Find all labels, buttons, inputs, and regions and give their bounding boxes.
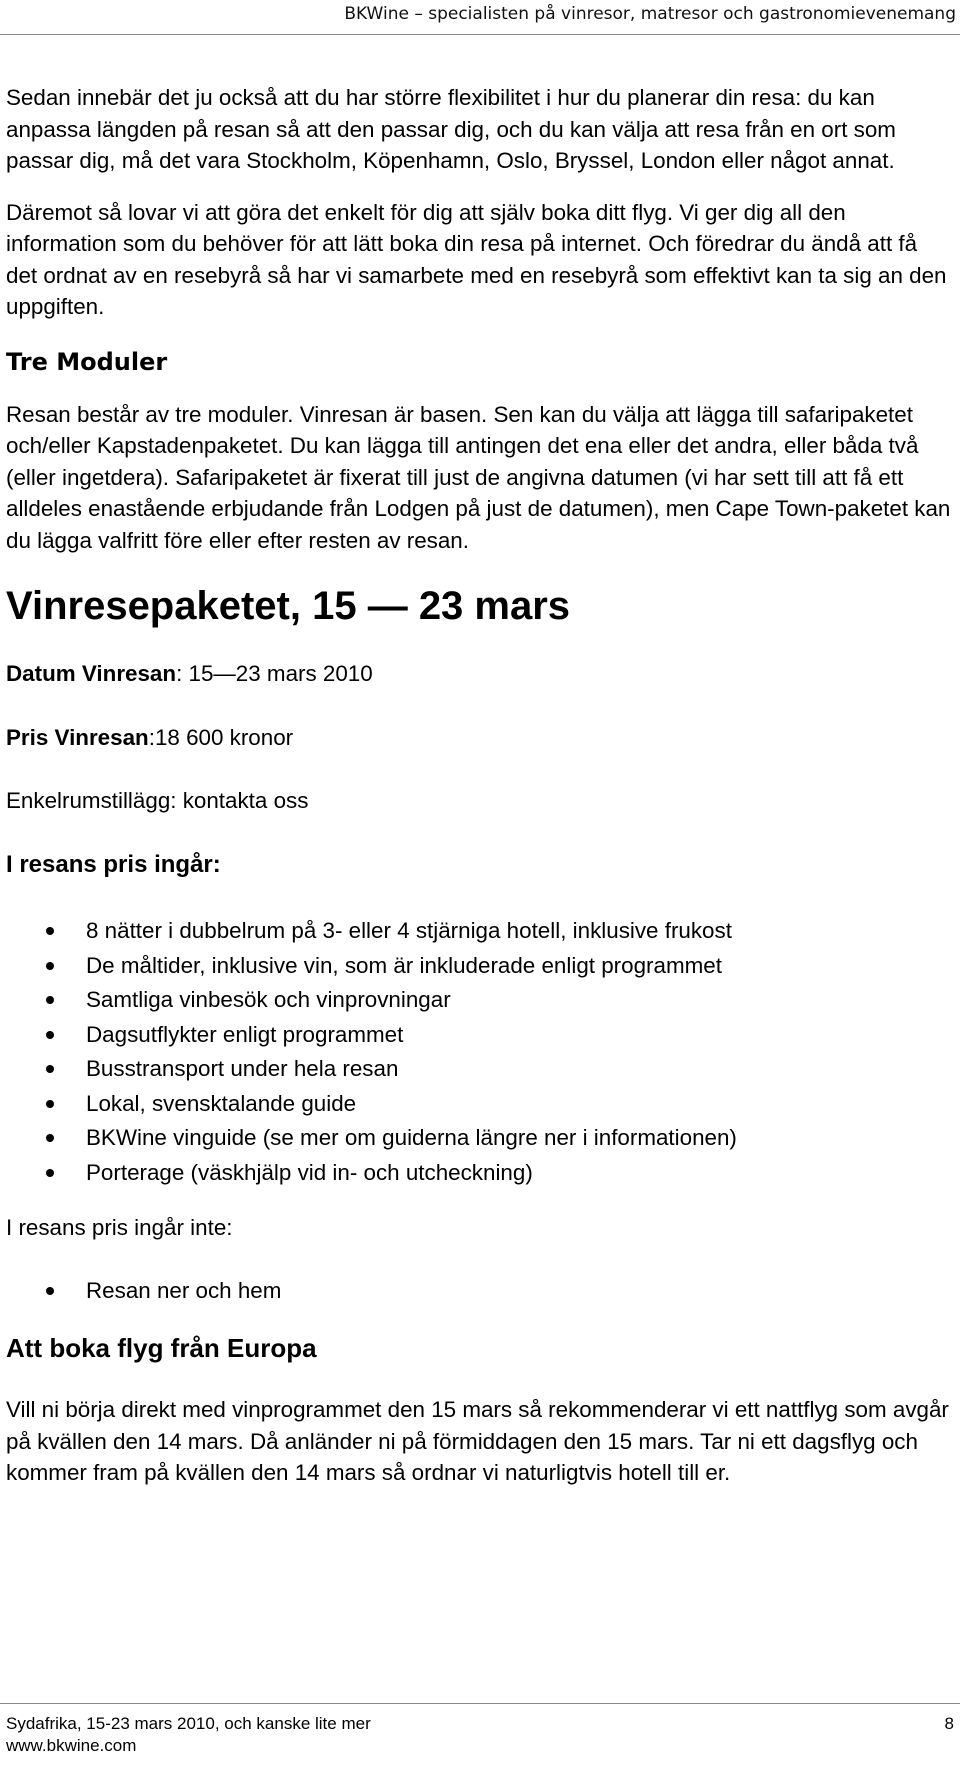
list-item: [6, 983, 954, 1018]
bullet-icon: [46, 1169, 54, 1177]
footer-title: Sydafrika, 15-23 mars 2010, och kanske lite mer: [6, 1714, 371, 1733]
bullet-icon: [46, 1065, 54, 1073]
running-header: BKWine – specialisten på vinresor, matresor och gastronomievenemang: [344, 4, 956, 24]
datum-line: [6, 658, 954, 690]
includes-list: [6, 914, 954, 1190]
paragraph-flight-advice: Vill ni börja direkt med vinprogrammet den 15 mars så rekommenderar vi ett nattflyg som avgår på kvällen den 14 mars. Då anländer ni på förmiddagen den 15 mars. Tar ni ett dagsflyg och kommer fram på kvällen den 14 mars så ordnar vi naturligtvis hotell till er.: [6, 1397, 949, 1485]
list-item-text: Busstransport under hela resan: [86, 1056, 399, 1081]
list-item: [6, 1087, 954, 1122]
paragraph-flexibility: Sedan innebär det ju också att du har större flexibilitet i hur du planerar din resa: du kan anpassa längden på resan så att den passar dig, och du kan välja att resa från en ort som passar dig, må det vara Stockholm, Köpenhamn, Oslo, Bryssel, London eller något annat.: [6, 85, 896, 173]
page-number: 8: [944, 1714, 954, 1733]
list-item-text: Porterage (väskhjälp vid in- och utcheckning): [86, 1159, 533, 1185]
heading-tre-moduler: Tre Moduler: [6, 347, 168, 376]
list-item: [6, 1121, 954, 1156]
paragraph-modules: Resan består av tre moduler. Vinresan är basen. Sen kan du välja att lägga till safaripaketet och/eller Kapstadenpaketet. Du kan lägga till antingen det ena eller det andra, eller båda två (eller ingetdera). Safaripaketet är fixerat till just de angivna datumen (vi har sett till att få ett alldeles enastående erbjudande från Lodgen på just de datumen), men Cape Town-paketet kan du lägga valfritt före eller efter resten av resan.: [6, 401, 951, 553]
enkelrum-line: Enkelrumstillägg: kontakta oss: [6, 788, 309, 813]
bullet-icon: [46, 1031, 54, 1039]
datum-value: : 15—23 mars 2010: [176, 661, 373, 686]
list-item-text: Dagsutflykter enligt programmet: [86, 1021, 404, 1047]
includes-heading: I resans pris ingår:: [6, 850, 221, 878]
list-item: [6, 1274, 954, 1309]
bullet-icon: [46, 927, 54, 935]
footer-info: [6, 1713, 371, 1757]
pris-line: [6, 722, 954, 754]
heading-boka-flyg: Att boka flyg från Europa: [6, 1333, 317, 1363]
list-item-text: Lokal, svensktalande guide: [86, 1090, 357, 1116]
list-item-text: 8 nätter i dubbelrum på 3- eller 4 stjärniga hotell, inklusive frukost: [86, 918, 732, 943]
heading-vinresepaketet: Vinresepaketet, 15 — 23 mars: [6, 584, 571, 628]
list-item: [6, 1156, 954, 1191]
list-item-text: De måltider, inklusive vin, som är inkluderade enligt programmet: [86, 952, 722, 978]
pris-value: :18 600 kronor: [148, 724, 294, 750]
list-item: [6, 949, 954, 984]
header-divider: [0, 34, 960, 35]
bullet-icon: [46, 1134, 54, 1142]
footer-divider: [0, 1703, 960, 1704]
datum-label: Datum Vinresan: [6, 661, 177, 686]
list-item-text: Samtliga vinbesök och vinprovningar: [86, 987, 451, 1012]
list-item-text: BKWine vinguide (se mer om guiderna längre ner i informationen): [86, 1125, 737, 1150]
paragraph-flight-booking: Däremot så lovar vi att göra det enkelt för dig att själv boka ditt flyg. Vi ger dig all den information som du behöver för att lätt boka din resa på internet. Och föredrar du ändå att få det ordnat av en resebyrå så har vi samarbete med en resebyrå som effektivt kan ta sig an den uppgiften.: [6, 199, 947, 319]
bullet-icon: [46, 1100, 54, 1108]
list-item: [6, 1018, 954, 1053]
excludes-list: [6, 1274, 954, 1309]
list-item: [6, 914, 954, 949]
bullet-icon: [46, 996, 54, 1004]
list-item-text: Resan ner och hem: [86, 1277, 282, 1303]
bullet-icon: [46, 1287, 54, 1295]
page-body: [6, 82, 954, 1489]
footer-website: www.bkwine.com: [6, 1736, 137, 1755]
list-item: [6, 1052, 954, 1087]
excludes-heading: I resans pris ingår inte:: [6, 1215, 233, 1240]
pris-label: Pris Vinresan: [6, 724, 149, 750]
bullet-icon: [46, 962, 54, 970]
